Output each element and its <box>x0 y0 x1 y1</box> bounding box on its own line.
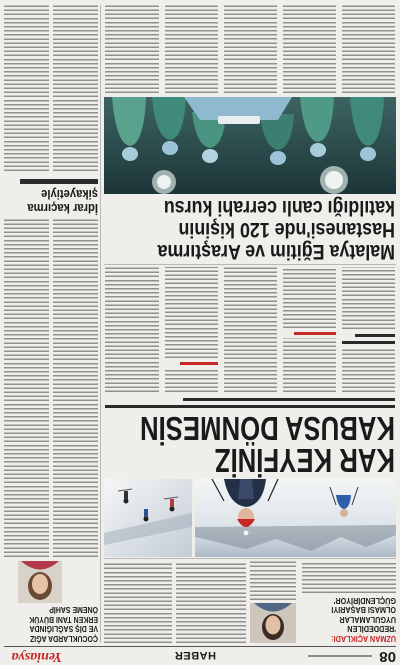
kar-deck-line <box>105 405 395 408</box>
uzman-headline-line: OLMASI BAŞARIYI <box>331 605 396 616</box>
kar-body-text <box>165 267 218 358</box>
malatya-body-text <box>224 5 277 93</box>
idrar-headline-rest <box>20 179 98 184</box>
uzman-headline-line: GÜÇLENDİRİYOR' <box>333 596 396 606</box>
idrar-body-text <box>53 5 98 171</box>
kar-body-text <box>342 267 395 329</box>
header-dateline <box>308 655 372 657</box>
section-rule <box>104 264 396 265</box>
cocuk-body-text <box>4 219 49 557</box>
kar-red-subhead <box>294 332 336 335</box>
surgery-photo <box>104 97 396 194</box>
page-number: 08 <box>379 648 396 665</box>
kar-body-text <box>283 267 336 328</box>
cocuk-headline-line: ÖNEME SAHİP <box>49 605 98 616</box>
kar-body-text <box>283 338 336 392</box>
malatya-body-text <box>342 5 395 93</box>
uzman-headline-line: UZMAN AÇIKLADI: <box>331 634 396 644</box>
newspaper-logo: Yeniasya <box>11 649 62 664</box>
kar-headline-line: KAR KEYFİNİZ <box>214 442 395 479</box>
cocuk-body-text <box>53 219 98 557</box>
kar-body-text <box>224 267 277 392</box>
uzman-body-text <box>250 561 296 600</box>
kar-body-text <box>342 347 395 392</box>
kar-subhead <box>355 334 395 337</box>
idrar-headline-line: şikayetiyle <box>41 187 98 201</box>
malatya-headline-line: katıldığı canlı cerrahi kursu <box>163 196 395 219</box>
uzman-headline-line: 'REDDEDİLEN <box>347 624 396 635</box>
malatya-headline-line: Hastanesi'nde 120 kişinin <box>178 218 395 241</box>
malatya-body-text <box>283 5 336 93</box>
uzman-portrait-photo <box>250 603 296 643</box>
skier-photo <box>195 479 396 557</box>
kar-deck-line <box>183 398 395 401</box>
section-rule <box>104 558 396 559</box>
kar-subhead <box>342 341 395 344</box>
section-label: HABER <box>174 649 216 661</box>
cocuk-headline-line: ERKEN TANI BÜYÜK <box>29 615 98 625</box>
column-rule <box>100 5 101 643</box>
uzman-body-text <box>104 561 172 643</box>
kar-body-text <box>105 267 159 392</box>
kar-headline-line: KABUSA DÖNMESİN <box>139 410 395 447</box>
cocuk-headline-line: ÇOCUKLARDA AĞIZ <box>29 634 98 644</box>
malatya-headline-line: Malatya Eğitim ve Araştırma <box>157 240 395 263</box>
idrar-headline-line: İdrar kaçırma <box>27 201 98 215</box>
uzman-body-text <box>176 561 246 643</box>
idrar-body-text <box>4 5 49 171</box>
kar-body-text <box>165 368 218 392</box>
uzman-headline-line: UYGULAMALAR <box>339 615 396 625</box>
cocuk-headline-line: VE DİŞ SAĞLIĞINDA <box>29 624 98 635</box>
header-rule <box>4 646 396 647</box>
malatya-body-text <box>165 5 218 93</box>
cocuk-portrait-photo <box>18 561 62 603</box>
kar-red-subhead <box>180 362 218 365</box>
malatya-body-text <box>105 5 159 93</box>
uzman-body-text <box>302 561 396 593</box>
ski-slope-photo <box>104 479 192 557</box>
